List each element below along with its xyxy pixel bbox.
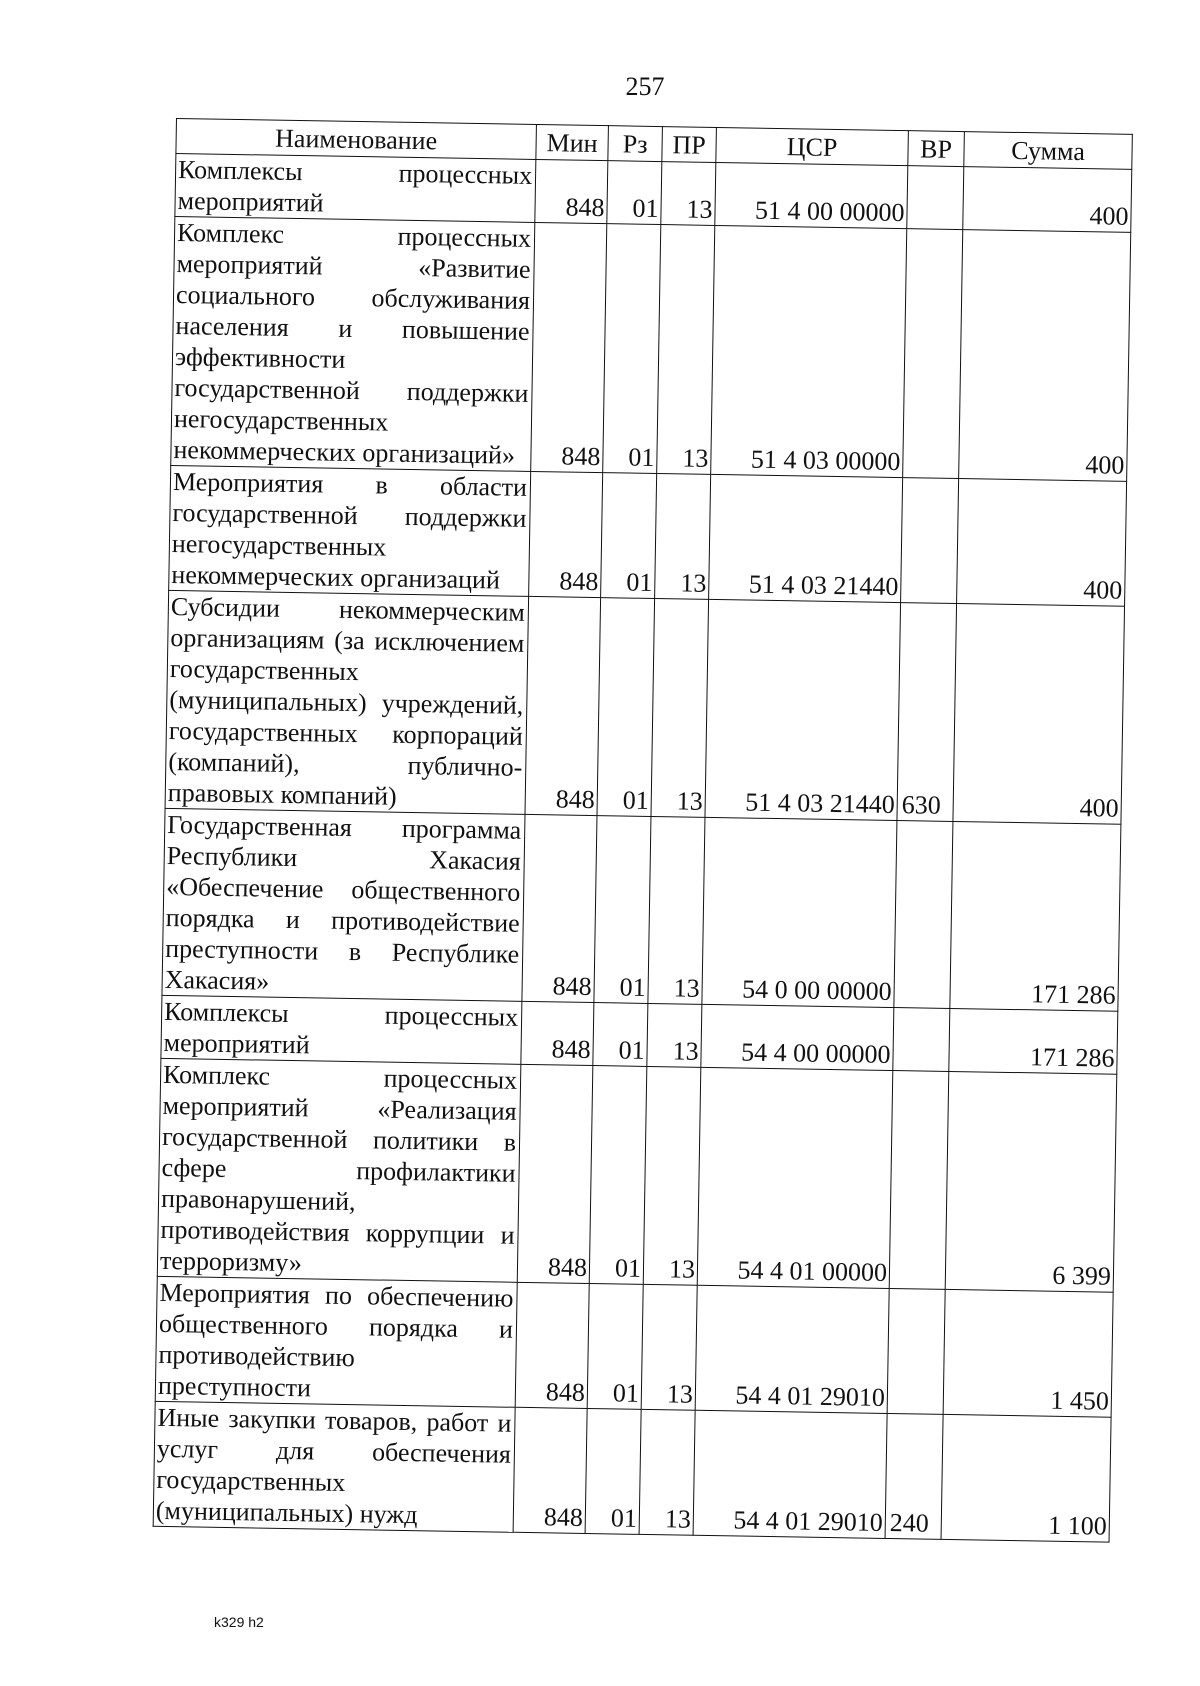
row-name: Комплекс процессных мероприятий «Реализация государственной политики в сфере профилактики правонарушений, противодействия коррупции и терроризму» (157, 1058, 521, 1282)
header-csr: ЦСР (716, 127, 909, 165)
header-vr: ВР (908, 131, 965, 167)
row-csr: 51 4 00 00000 (715, 162, 908, 228)
table-row (165, 590, 1124, 824)
table-row (153, 1401, 1111, 1542)
row-sum: 171 286 (950, 821, 1121, 1011)
row-csr: 54 4 01 00000 (697, 1067, 893, 1288)
header-pr: ПР (662, 127, 717, 163)
row-rz: 01 (593, 1003, 648, 1067)
row-sum: 171 286 (949, 1008, 1118, 1074)
row-vr (887, 1288, 945, 1414)
row-pr: 13 (655, 474, 711, 600)
row-csr: 54 4 00 00000 (701, 1004, 894, 1070)
row-vr (894, 821, 953, 1009)
header-name: Наименование (176, 119, 537, 160)
table-row (169, 465, 1127, 606)
header-rz: Рз (608, 126, 663, 162)
row-vr (893, 1008, 950, 1072)
row-vr (903, 229, 963, 479)
table-row (157, 1058, 1116, 1292)
row-sum: 400 (963, 167, 1132, 233)
row-rz: 01 (589, 1066, 647, 1285)
header-min: Мин (536, 124, 609, 160)
row-min: 848 (517, 1064, 593, 1283)
row-csr: 51 4 03 21440 (705, 599, 901, 820)
row-min: 848 (535, 159, 608, 223)
row-csr: 51 4 03 21440 (709, 474, 903, 602)
row-pr: 13 (648, 816, 705, 1004)
row-name: Комплексы процессных мероприятий (161, 995, 522, 1064)
row-pr: 13 (643, 1066, 701, 1285)
header-sum: Сумма (964, 132, 1133, 170)
footer-code: k329 h2 (214, 1614, 264, 1630)
row-name: Комплексы процессных мероприятий (175, 154, 536, 223)
row-pr: 13 (639, 1409, 695, 1535)
row-rz: 01 (585, 1408, 641, 1534)
row-vr (901, 478, 959, 604)
row-vr (907, 166, 964, 230)
row-vr (889, 1071, 949, 1290)
row-name: Государственная программа Республики Хакасия «Обеспечение общественного порядка и противодействие преступности в Республике Хакасия» (162, 808, 525, 1001)
row-rz: 01 (587, 1284, 643, 1410)
row-name: Мероприятия в области государственной поддержки негосударственных некоммерческих организаций (169, 465, 531, 596)
row-min: 848 (513, 1407, 587, 1533)
row-name: Комплекс процессных мероприятий «Развитие социального обслуживания населения и повышение эффективности государственной поддержки негосударственных некоммерческих организаций» (171, 216, 535, 471)
row-rz: 01 (603, 224, 661, 474)
row-sum: 400 (953, 604, 1125, 825)
row-vr: 630 (897, 603, 957, 822)
row-pr: 13 (657, 225, 715, 475)
row-rz: 01 (607, 161, 662, 225)
row-min: 848 (522, 814, 597, 1002)
table-row (162, 808, 1121, 1011)
row-pr: 13 (647, 1003, 702, 1067)
row-sum: 400 (957, 479, 1127, 607)
row-rz: 01 (601, 473, 657, 599)
row-min: 848 (521, 1001, 594, 1065)
row-rz: 01 (594, 816, 651, 1004)
budget-table (153, 118, 1133, 1543)
row-name: Мероприятия по обеспечению общественного порядка и противодействию преступности (155, 1276, 517, 1407)
row-pr: 13 (661, 162, 716, 226)
row-csr: 54 4 01 29010 (693, 1410, 887, 1538)
row-name: Субсидии некоммерческим организациям (за исключением государственных (муниципальных) учреждений, государственных корпораций (компаний), публично-правовых компаний) (165, 590, 529, 814)
row-sum: 1 100 (941, 1414, 1111, 1542)
row-vr: 240 (885, 1413, 943, 1539)
table-row (171, 216, 1131, 481)
row-name: Иные закупки товаров, работ и услуг для обеспечения государственных (муниципальных) нужд (153, 1401, 515, 1532)
row-pr: 13 (641, 1284, 697, 1410)
row-rz: 01 (597, 598, 655, 817)
row-pr: 13 (651, 599, 709, 818)
row-min: 848 (525, 596, 601, 815)
row-csr: 51 4 03 00000 (711, 225, 907, 477)
table-row (155, 1276, 1113, 1417)
row-min: 848 (515, 1282, 589, 1408)
row-sum: 400 (959, 230, 1131, 482)
row-csr: 54 4 01 29010 (695, 1285, 889, 1413)
row-sum: 6 399 (945, 1071, 1117, 1292)
row-min: 848 (531, 222, 607, 472)
row-csr: 54 0 00 00000 (702, 817, 897, 1007)
row-min: 848 (529, 471, 603, 597)
page-number: 257 (625, 72, 665, 101)
row-sum: 1 450 (943, 1289, 1113, 1417)
